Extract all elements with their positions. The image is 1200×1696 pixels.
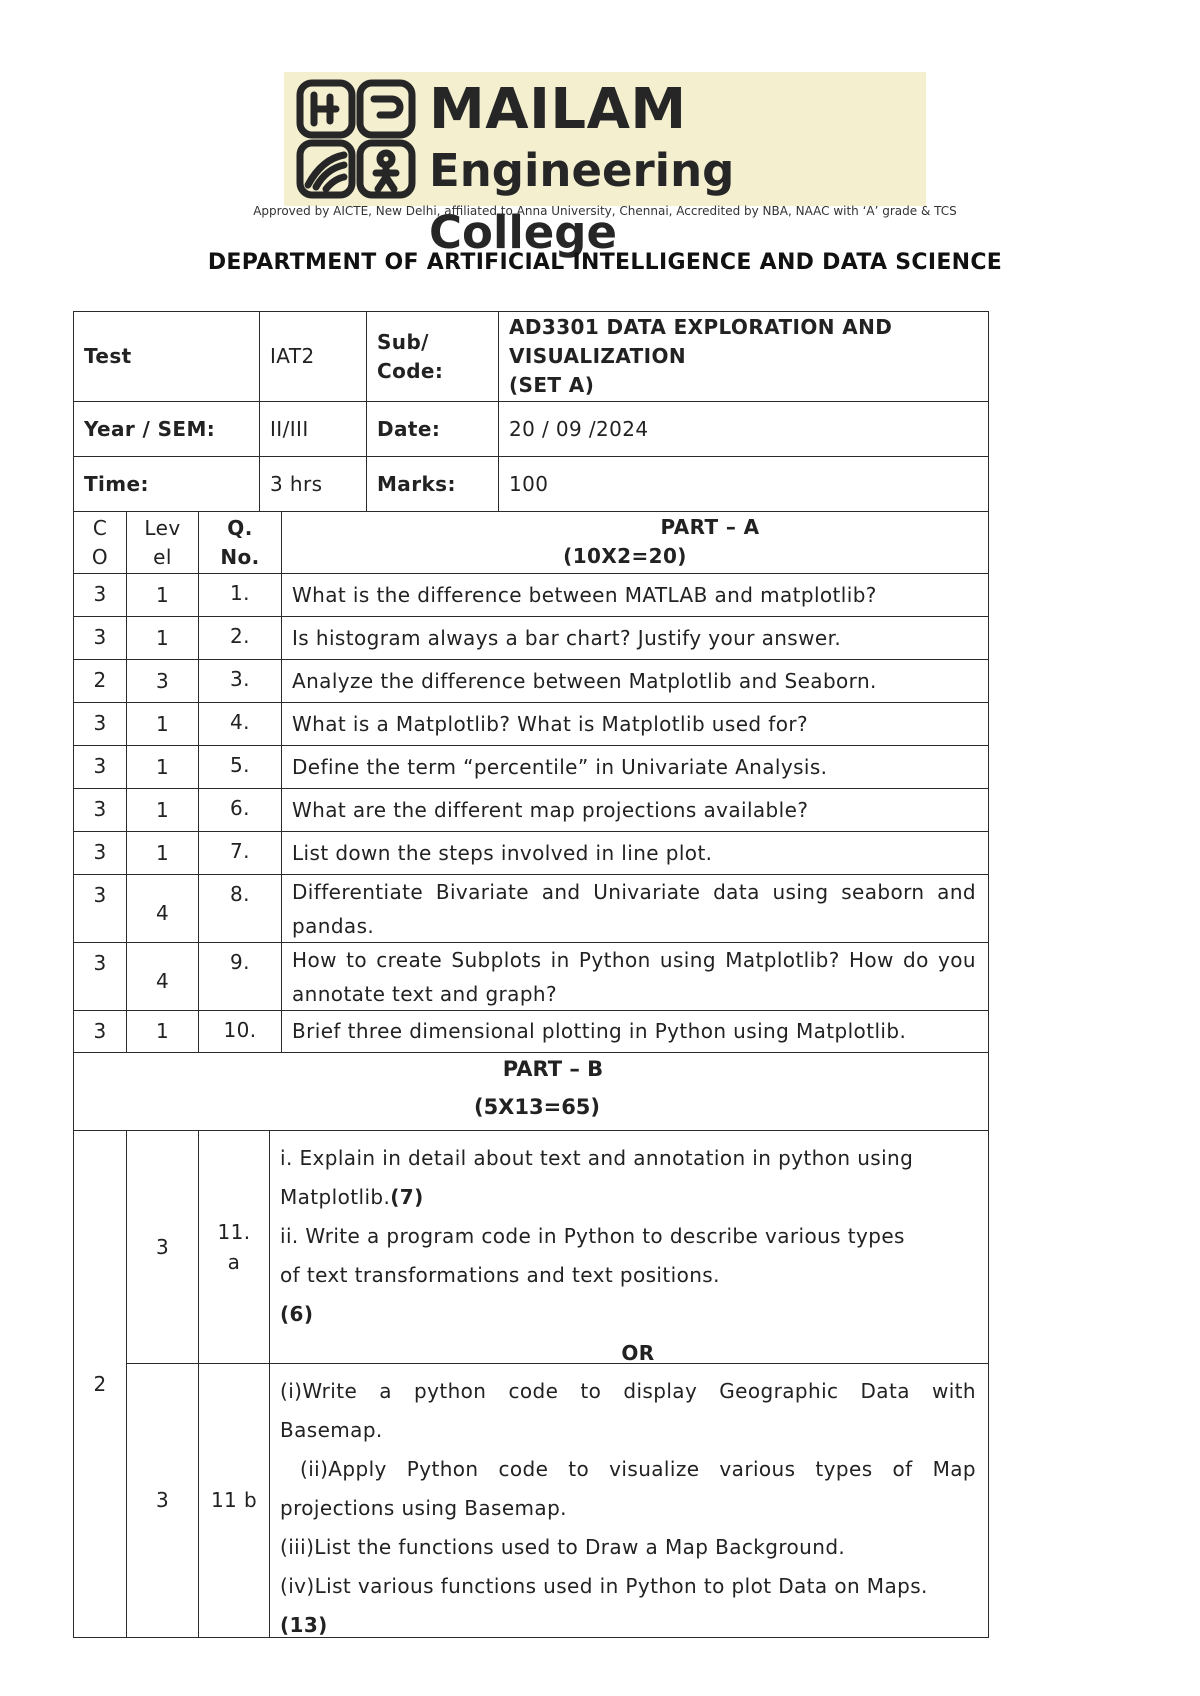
test-value: IAT2 — [259, 311, 367, 402]
subject-title: AD3301 DATA EXPLORATION AND VISUALIZATION (SET A) — [498, 311, 989, 402]
question-text: Brief three dimensional plotting in Python using Matplotlib. — [281, 1010, 989, 1053]
part-b-marks: (5X13=65) — [473, 1095, 601, 1119]
question-co: 3 — [73, 573, 127, 617]
question-number: 5. — [198, 745, 282, 789]
q11b-line1: (i)Write a python code to display Geographic Data with — [280, 1379, 976, 1403]
question-text: How to create Subplots in Python using Matplotlib? How do you annotate text and graph? — [281, 942, 989, 1011]
question-number: 3. — [198, 659, 282, 703]
q11a-line3: ii. Write a program code in Python to describe various types — [280, 1224, 905, 1248]
question-co: 3 — [73, 942, 127, 1011]
q11b-line2: Basemap. — [280, 1418, 383, 1442]
question-co: 3 — [73, 745, 127, 789]
accreditation-text: Approved by AICTE, New Delhi, affiliated to Anna University, Chennai, Accredited by NBA, NAAC with ‘A’ grade & TCS — [253, 204, 957, 218]
question-number: 2. — [198, 616, 282, 660]
q11b-line7-marks: (13) — [280, 1613, 328, 1637]
question-text: List down the steps involved in line plot. — [281, 831, 989, 875]
test-label: Test — [73, 311, 260, 402]
q11a-question — [269, 1130, 989, 1364]
column-co-header: C O — [73, 511, 127, 574]
question-level: 1 — [126, 831, 199, 875]
q11a-line2-marks: (7) — [390, 1185, 424, 1209]
question-text: Is histogram always a bar chart? Justify your answer. — [281, 616, 989, 660]
question-co: 2 — [73, 659, 127, 703]
marks-value: 100 — [498, 456, 989, 512]
q11b-number: 11 b — [198, 1363, 270, 1638]
question-text: Define the term “percentile” in Univariate Analysis. — [281, 745, 989, 789]
part-a-title: PART – A — [660, 515, 760, 539]
question-level: 4 — [126, 942, 199, 1011]
date-label: Date: — [366, 401, 499, 457]
question-co: 3 — [73, 616, 127, 660]
college-name-line2: Engineering College — [429, 144, 735, 259]
question-number: 8. — [198, 874, 282, 943]
question-text: Analyze the difference between Matplotlib and Seaborn. — [281, 659, 989, 703]
q11b-level: 3 — [126, 1363, 199, 1638]
date-value: 20 / 09 /2024 — [498, 401, 989, 457]
q11b-line5: (iii)List the functions used to Draw a Map Background. — [280, 1535, 846, 1559]
q11a-line2: Matplotlib. — [280, 1185, 391, 1209]
time-value: 3 hrs — [259, 456, 367, 512]
question-level: 3 — [126, 659, 199, 703]
q11a-level: 3 — [126, 1130, 199, 1364]
question-number: 6. — [198, 788, 282, 832]
q11b-line4: projections using Basemap. — [280, 1496, 567, 1520]
question-level: 1 — [126, 745, 199, 789]
q11b-line3: (ii)Apply Python code to visualize various types of Map — [280, 1457, 976, 1481]
question-text: What is the difference between MATLAB and matplotlib? — [281, 573, 989, 617]
question-level: 1 — [126, 573, 199, 617]
q11-co: 2 — [73, 1130, 127, 1638]
question-co: 3 — [73, 874, 127, 943]
question-number: 4. — [198, 702, 282, 746]
question-co: 3 — [73, 702, 127, 746]
question-co: 3 — [73, 831, 127, 875]
question-text: What is a Matplotlib? What is Matplotlib used for? — [281, 702, 989, 746]
question-number: 7. — [198, 831, 282, 875]
q11a-number: 11. a — [198, 1130, 270, 1364]
question-text: Differentiate Bivariate and Univariate data using seaborn and pandas. — [281, 874, 989, 943]
question-level: 4 — [126, 874, 199, 943]
question-co: 3 — [73, 1010, 127, 1053]
part-b-header — [73, 1052, 989, 1131]
q11b-question — [269, 1363, 989, 1638]
q11a-line5-marks: (6) — [280, 1302, 314, 1326]
part-a-marks: (10X2=20) — [563, 544, 687, 568]
subject-code-label: Sub/ Code: — [366, 311, 499, 402]
question-co: 3 — [73, 788, 127, 832]
year-sem-value: II/III — [259, 401, 367, 457]
time-label: Time: — [73, 456, 260, 512]
question-level: 1 — [126, 616, 199, 660]
question-level: 1 — [126, 702, 199, 746]
question-number: 10. — [198, 1010, 282, 1053]
column-level-header: Lev el — [126, 511, 199, 574]
question-number: 9. — [198, 942, 282, 1011]
part-a-header — [281, 511, 989, 574]
college-emblem-icon — [294, 77, 420, 201]
or-separator: OR — [621, 1341, 655, 1365]
college-name-line1: MAILAM — [429, 77, 687, 142]
question-text: What are the different map projections available? — [281, 788, 989, 832]
q11a-line1: i. Explain in detail about text and annotation in python using — [280, 1146, 914, 1170]
marks-label: Marks: — [366, 456, 499, 512]
question-number: 1. — [198, 573, 282, 617]
q11a-line4: of text transformations and text positions. — [280, 1263, 720, 1287]
year-sem-label: Year / SEM: — [73, 401, 260, 457]
q11b-line6: (iv)List various functions used in Python to plot Data on Maps. — [280, 1574, 928, 1598]
column-qno-header: Q. No. — [198, 511, 282, 574]
question-level: 1 — [126, 1010, 199, 1053]
part-b-title: PART – B — [502, 1057, 604, 1081]
question-level: 1 — [126, 788, 199, 832]
department-title: DEPARTMENT OF ARTIFICIAL INTELLIGENCE AND DATA SCIENCE — [207, 250, 1003, 275]
